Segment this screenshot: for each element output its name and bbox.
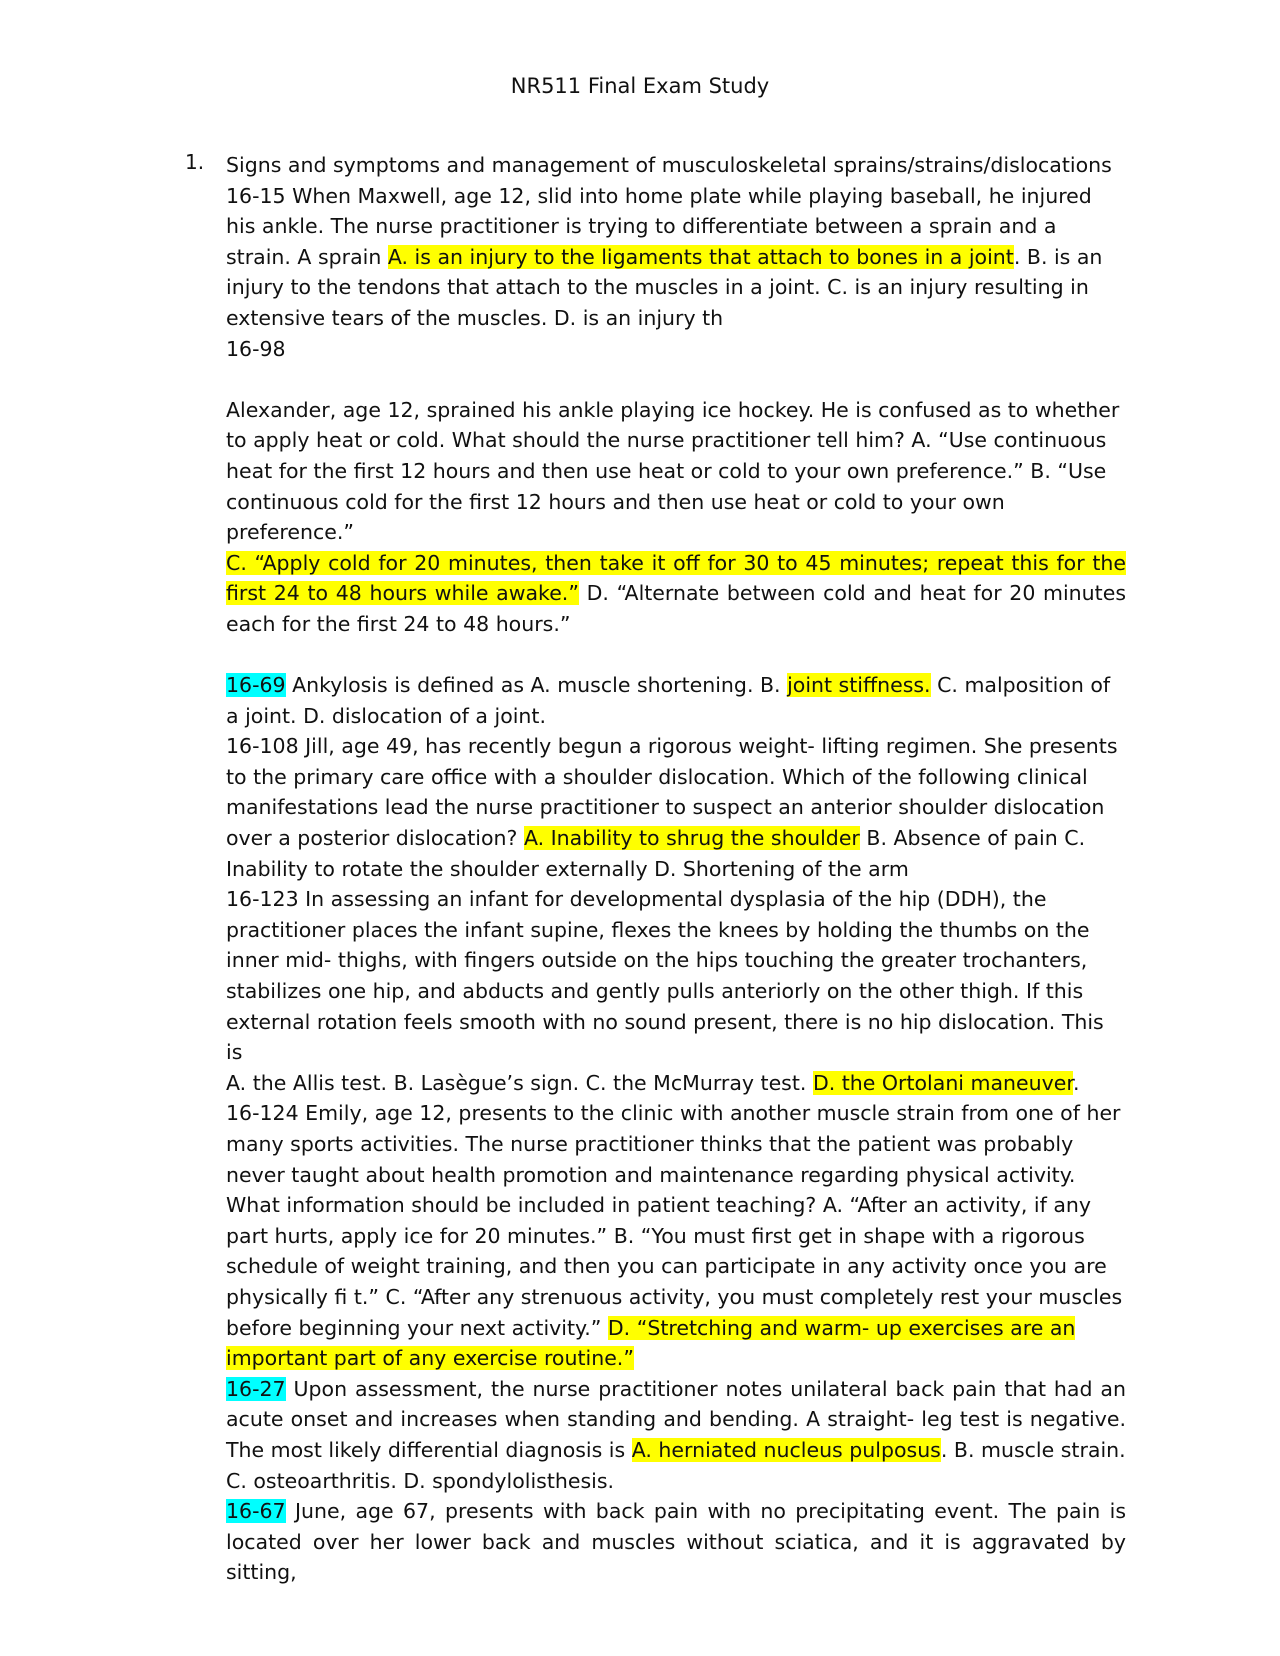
- answer-highlight: D. “Stretching and warm- up exercises are an important part of any exercise routine.”: [226, 1315, 1076, 1371]
- spacer: [226, 364, 1126, 395]
- question-16-124: 16-124 Emily, age 12, presents to the clinic with another muscle strain from one of her many sports activities. The nurse practitioner thinks that the patient was probably never taught about health promotion and maintenance regarding physical activity. What information should be included in patient teaching? A. “After an activity, if any part hurts, apply ice for 20 minutes.” B. “You must first get in shape with a rigorous schedule of weight training, and then you can participate in any activity once you are physically fi t.” C. “After any strenuous activity, you must completely rest your muscles before beginning your next activity.” D. “Stretching and warm- up exercises are an important part of any exercise routine.”: [226, 1101, 1123, 1371]
- question-number-highlight: 16-67: [226, 1499, 286, 1524]
- answer-highlight: A. is an injury to the ligaments that attach to bones in a joint: [387, 244, 1014, 269]
- question-16-27-options: C. osteoarthritis. D. spondylolisthesis.: [226, 1468, 615, 1493]
- question-16-123: 16-123 In assessing an infant for developmental dysplasia of the hip (DDH), the practitioner places the infant supine, flexes the knees by holding the thumbs on the inner mid- thighs, with fingers outside on the hips touching the greater trochanters, stabilizes one hip, and abducts and gently pulls anteriorly on the other thigh. If this external rotation feels smooth with no sound present, there is no hip dislocation. This is: [226, 887, 1104, 1065]
- topic-heading: Signs and symptoms and management of musculoskeletal sprains/strains/dislocations: [226, 153, 1112, 177]
- answer-highlight: A. Inability to shrug the shoulder: [523, 826, 860, 851]
- question-16-15: 16-15 When Maxwell, age 12, slid into home plate while playing baseball, he injured his ankle. The nurse practitioner is trying to differentiate between a sprain and a strain. A sprain A. is an injury to the ligaments that attach to bones in a joint. B. is an injury to the tendons that attach to the muscles in a joint. C. is an injury resulting in extensive tears of the muscles. D. is an injury th: [226, 183, 1103, 330]
- question-16-98: Alexander, age 12, sprained his ankle playing ice hockey. He is confused as to whether to apply heat or cold. What should the nurse practitioner tell him? A. “Use continuous heat for the first 12 hours and then use heat or cold to your own preference.” B. “Use continuous cold for the first 12 hours and then use heat or cold to your own preference.”: [226, 397, 1120, 545]
- spacer: [226, 640, 1126, 671]
- question-16-123-options: A. the Allis test. B. Lasègue’s sign. C. the McMurray test. D. the Ortolani maneuver.: [226, 1070, 1080, 1095]
- answer-highlight: joint stiffness.: [787, 673, 931, 698]
- question-number-highlight: 16-69: [226, 673, 286, 698]
- question-16-27: 16-27 Upon assessment, the nurse practitioner notes unilateral back pain that had an acute onset and increases when standing and bending. A straight- leg test is negative. The most likely differential diagnosis is A. herniated nucleus pulposus. B. muscle strain.: [226, 1376, 1126, 1462]
- question-16-108: 16-108 Jill, age 49, has recently begun a rigorous weight- lifting regimen. She presents to the primary care office with a shoulder dislocation. Which of the following clinical manifestations lead the nurse practitioner to suspect an anterior shoulder dislocation over a posterior dislocation? A. Inability to shrug the shoulder B. Absence of pain C. Inability to rotate the shoulder externally D. Shortening of the arm: [226, 734, 1118, 881]
- document-body: [226, 150, 1126, 1588]
- question-16-67: 16-67 June, age 67, presents with back pain with no precipitating event. The pain is located over her lower back and muscles without sciatica, and it is aggravated by sitting,: [226, 1499, 1126, 1585]
- question-16-98-answer: C. “Apply cold for 20 minutes, then take it off for 30 to 45 minutes; repeat this for the first 24 to 48 hours while awake.” D. “Alternate between cold and heat for 20 minutes each for the first 24 to 48 hours.”: [226, 550, 1127, 636]
- answer-highlight: A. herniated nucleus pulposus: [631, 1437, 941, 1462]
- document-title: NR511 Final Exam Study: [510, 74, 770, 98]
- list-number: 1.: [185, 150, 205, 174]
- answer-highlight: D. the Ortolani maneuver: [812, 1070, 1073, 1095]
- answer-highlight: C. “Apply cold for 20 minutes, then take it off for 30 to 45 minutes; repeat this for the: [226, 550, 1126, 575]
- question-16-69: 16-69 Ankylosis is defined as A. muscle shortening. B. joint stiffness. C. malposition of a joint. D. dislocation of a joint.: [226, 673, 1111, 728]
- question-number-highlight: 16-27: [226, 1376, 286, 1401]
- question-number: 16-98: [226, 336, 286, 361]
- answer-highlight: first 24 to 48 hours while awake.”: [226, 581, 579, 606]
